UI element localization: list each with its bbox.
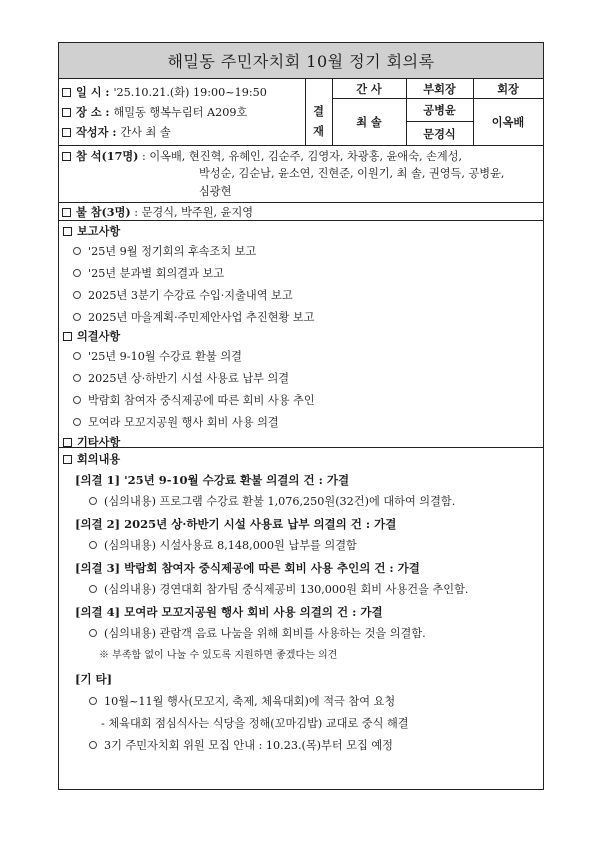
agenda-1-title: [의결 1] '25년 9-10월 수강료 환불 의결의 건 : 가결 bbox=[75, 473, 350, 487]
agenda-1-detail: (심의내용) 프로그램 수강료 환불 1,076,250원(32건)에 대하여 의결함. bbox=[89, 495, 455, 509]
date-row: 일 시 : '25.10.21.(화) 19:00~19:50 bbox=[62, 85, 267, 100]
checkbox-icon bbox=[62, 208, 71, 217]
other-heading: 기타사항 bbox=[63, 434, 120, 450]
checkbox-icon bbox=[63, 455, 72, 464]
present-names-line2: 박성순, 김순남, 윤소연, 진현준, 이원기, 최 솔, 권영득, 공병윤, bbox=[199, 167, 505, 180]
circle-bullet-icon bbox=[73, 313, 81, 321]
approval-header-vice-chair: 부회장 bbox=[423, 81, 456, 96]
agenda-4-note: ※ 부족함 없이 나눌 수 있도록 지원하면 좋겠다는 의견 bbox=[99, 650, 338, 661]
report-item: 2025년 마을계획·주민제안사업 추진현황 보고 bbox=[73, 309, 314, 325]
place-value: 해밀동 행복누림터 A209호 bbox=[113, 106, 248, 119]
circle-bullet-icon bbox=[73, 269, 81, 277]
agenda-2-title: [의결 2] 2025년 상·하반기 시설 사용료 납부 의결의 건 : 가결 bbox=[75, 517, 397, 531]
approval-label-2: 재 bbox=[313, 124, 324, 138]
present-names-line3: 심광현 bbox=[199, 185, 232, 198]
resolution-item: 모여라 모꼬지공원 행사 회비 사용 의결 bbox=[73, 414, 279, 430]
circle-bullet-icon bbox=[89, 497, 97, 505]
report-item: 2025년 3분기 수강료 수입·지출내역 보고 bbox=[73, 287, 293, 303]
checkbox-icon bbox=[62, 152, 71, 161]
date-value: '25.10.21.(화) 19:00~19:50 bbox=[113, 86, 267, 99]
minutes-document bbox=[58, 42, 544, 790]
other-item-1-sub: - 체육대회 점심식사는 식당을 정해(꼬마김밥) 교대로 중식 해결 bbox=[101, 717, 409, 730]
present-row: 참 석(17명) : 이옥배, 현진혁, 유혜인, 김순주, 김영자, 차광홍, 윤애숙, 손계성, bbox=[62, 149, 462, 164]
checkbox-icon bbox=[63, 438, 72, 447]
approval-label-1: 결 bbox=[313, 104, 324, 118]
place-label: 장 소 bbox=[76, 105, 102, 119]
circle-bullet-icon bbox=[89, 541, 97, 549]
circle-bullet-icon bbox=[89, 741, 97, 749]
checkbox-icon bbox=[62, 128, 71, 137]
writer-value: 간사 최 솔 bbox=[120, 126, 171, 139]
circle-bullet-icon bbox=[73, 352, 81, 360]
circle-bullet-icon bbox=[73, 396, 81, 404]
writer-row: 작성자 : 간사 최 솔 bbox=[62, 125, 171, 140]
approval-vice-chair-name-2: 문경식 bbox=[423, 126, 456, 141]
present-label: 참 석(17명) bbox=[76, 149, 139, 163]
report-item: '25년 분과별 회의결과 보고 bbox=[73, 265, 224, 281]
agenda-3-detail: (심의내용) 경연대회 참가팀 중식제공비 130,000원 회비 사용건을 추인함. bbox=[89, 583, 468, 597]
checkbox-icon bbox=[63, 332, 72, 341]
approval-vice-chair-name-1: 공병윤 bbox=[423, 103, 456, 117]
resolution-item: 2025년 상·하반기 시설 사용료 납부 의결 bbox=[73, 370, 289, 386]
circle-bullet-icon bbox=[73, 291, 81, 299]
agenda-2-detail: (심의내용) 시설사용료 8,148,000원 납부를 의결함 bbox=[89, 539, 357, 553]
circle-bullet-icon bbox=[73, 374, 81, 382]
checkbox-icon bbox=[62, 108, 71, 117]
checkbox-icon bbox=[62, 88, 71, 97]
absent-label: 불 참(3명) bbox=[76, 205, 131, 219]
writer-label: 작성자 bbox=[76, 125, 109, 139]
approval-chair-name: 이옥배 bbox=[491, 115, 525, 129]
resolution-item: '25년 9-10월 수강료 환불 의결 bbox=[73, 348, 242, 364]
circle-bullet-icon bbox=[89, 629, 97, 637]
circle-bullet-icon bbox=[89, 697, 97, 705]
document-title: 해밀동 주민자치회 10월 정기 회의록 bbox=[59, 43, 543, 79]
date-label: 일 시 bbox=[76, 85, 102, 99]
minutes-heading: 회의내용 bbox=[63, 451, 120, 467]
agenda-4-detail: (심의내용) 관람객 음료 나눔을 위해 회비를 사용하는 것을 의결함. bbox=[89, 627, 426, 641]
other-title: [기 타] bbox=[75, 672, 113, 686]
present-names-line1: 이옥배, 현진혁, 유혜인, 김순주, 김영자, 차광홍, 윤애숙, 손계성, bbox=[149, 150, 463, 163]
resolution-item: 박람회 참여자 중식제공에 따른 회비 사용 추인 bbox=[73, 392, 315, 408]
other-item-1: 10월~11월 행사(모꼬지, 축제, 체육대회)에 적극 참여 요청 bbox=[89, 695, 395, 709]
approval-header-secretary: 간 사 bbox=[356, 81, 382, 96]
approval-header-chair: 회장 bbox=[497, 81, 519, 96]
place-row: 장 소 : 해밀동 행복누림터 A209호 bbox=[62, 105, 247, 120]
agenda-4-title: [의결 4] 모여라 모꼬지공원 행사 회비 사용 의결의 건 : 가결 bbox=[75, 605, 383, 619]
circle-bullet-icon bbox=[73, 247, 81, 255]
other-item-2: 3기 주민자치회 위원 모집 안내 : 10.23.(목)부터 모집 예정 bbox=[89, 739, 393, 753]
absent-row: 불 참(3명) : 문경식, 박주원, 윤지영 bbox=[62, 205, 253, 220]
absent-names: 문경식, 박주원, 윤지영 bbox=[141, 206, 254, 219]
approval-secretary-name: 최 솔 bbox=[356, 115, 382, 129]
agenda-3-title: [의결 3] 박람회 참여자 중식제공에 따른 회비 사용 추인의 건 : 가결 bbox=[75, 561, 420, 575]
circle-bullet-icon bbox=[89, 585, 97, 593]
resolutions-heading: 의결사항 bbox=[63, 328, 120, 344]
report-item: '25년 9월 정기회의 후속조치 보고 bbox=[73, 243, 256, 259]
circle-bullet-icon bbox=[73, 418, 81, 426]
checkbox-icon bbox=[63, 227, 72, 236]
reports-heading: 보고사항 bbox=[63, 223, 120, 239]
